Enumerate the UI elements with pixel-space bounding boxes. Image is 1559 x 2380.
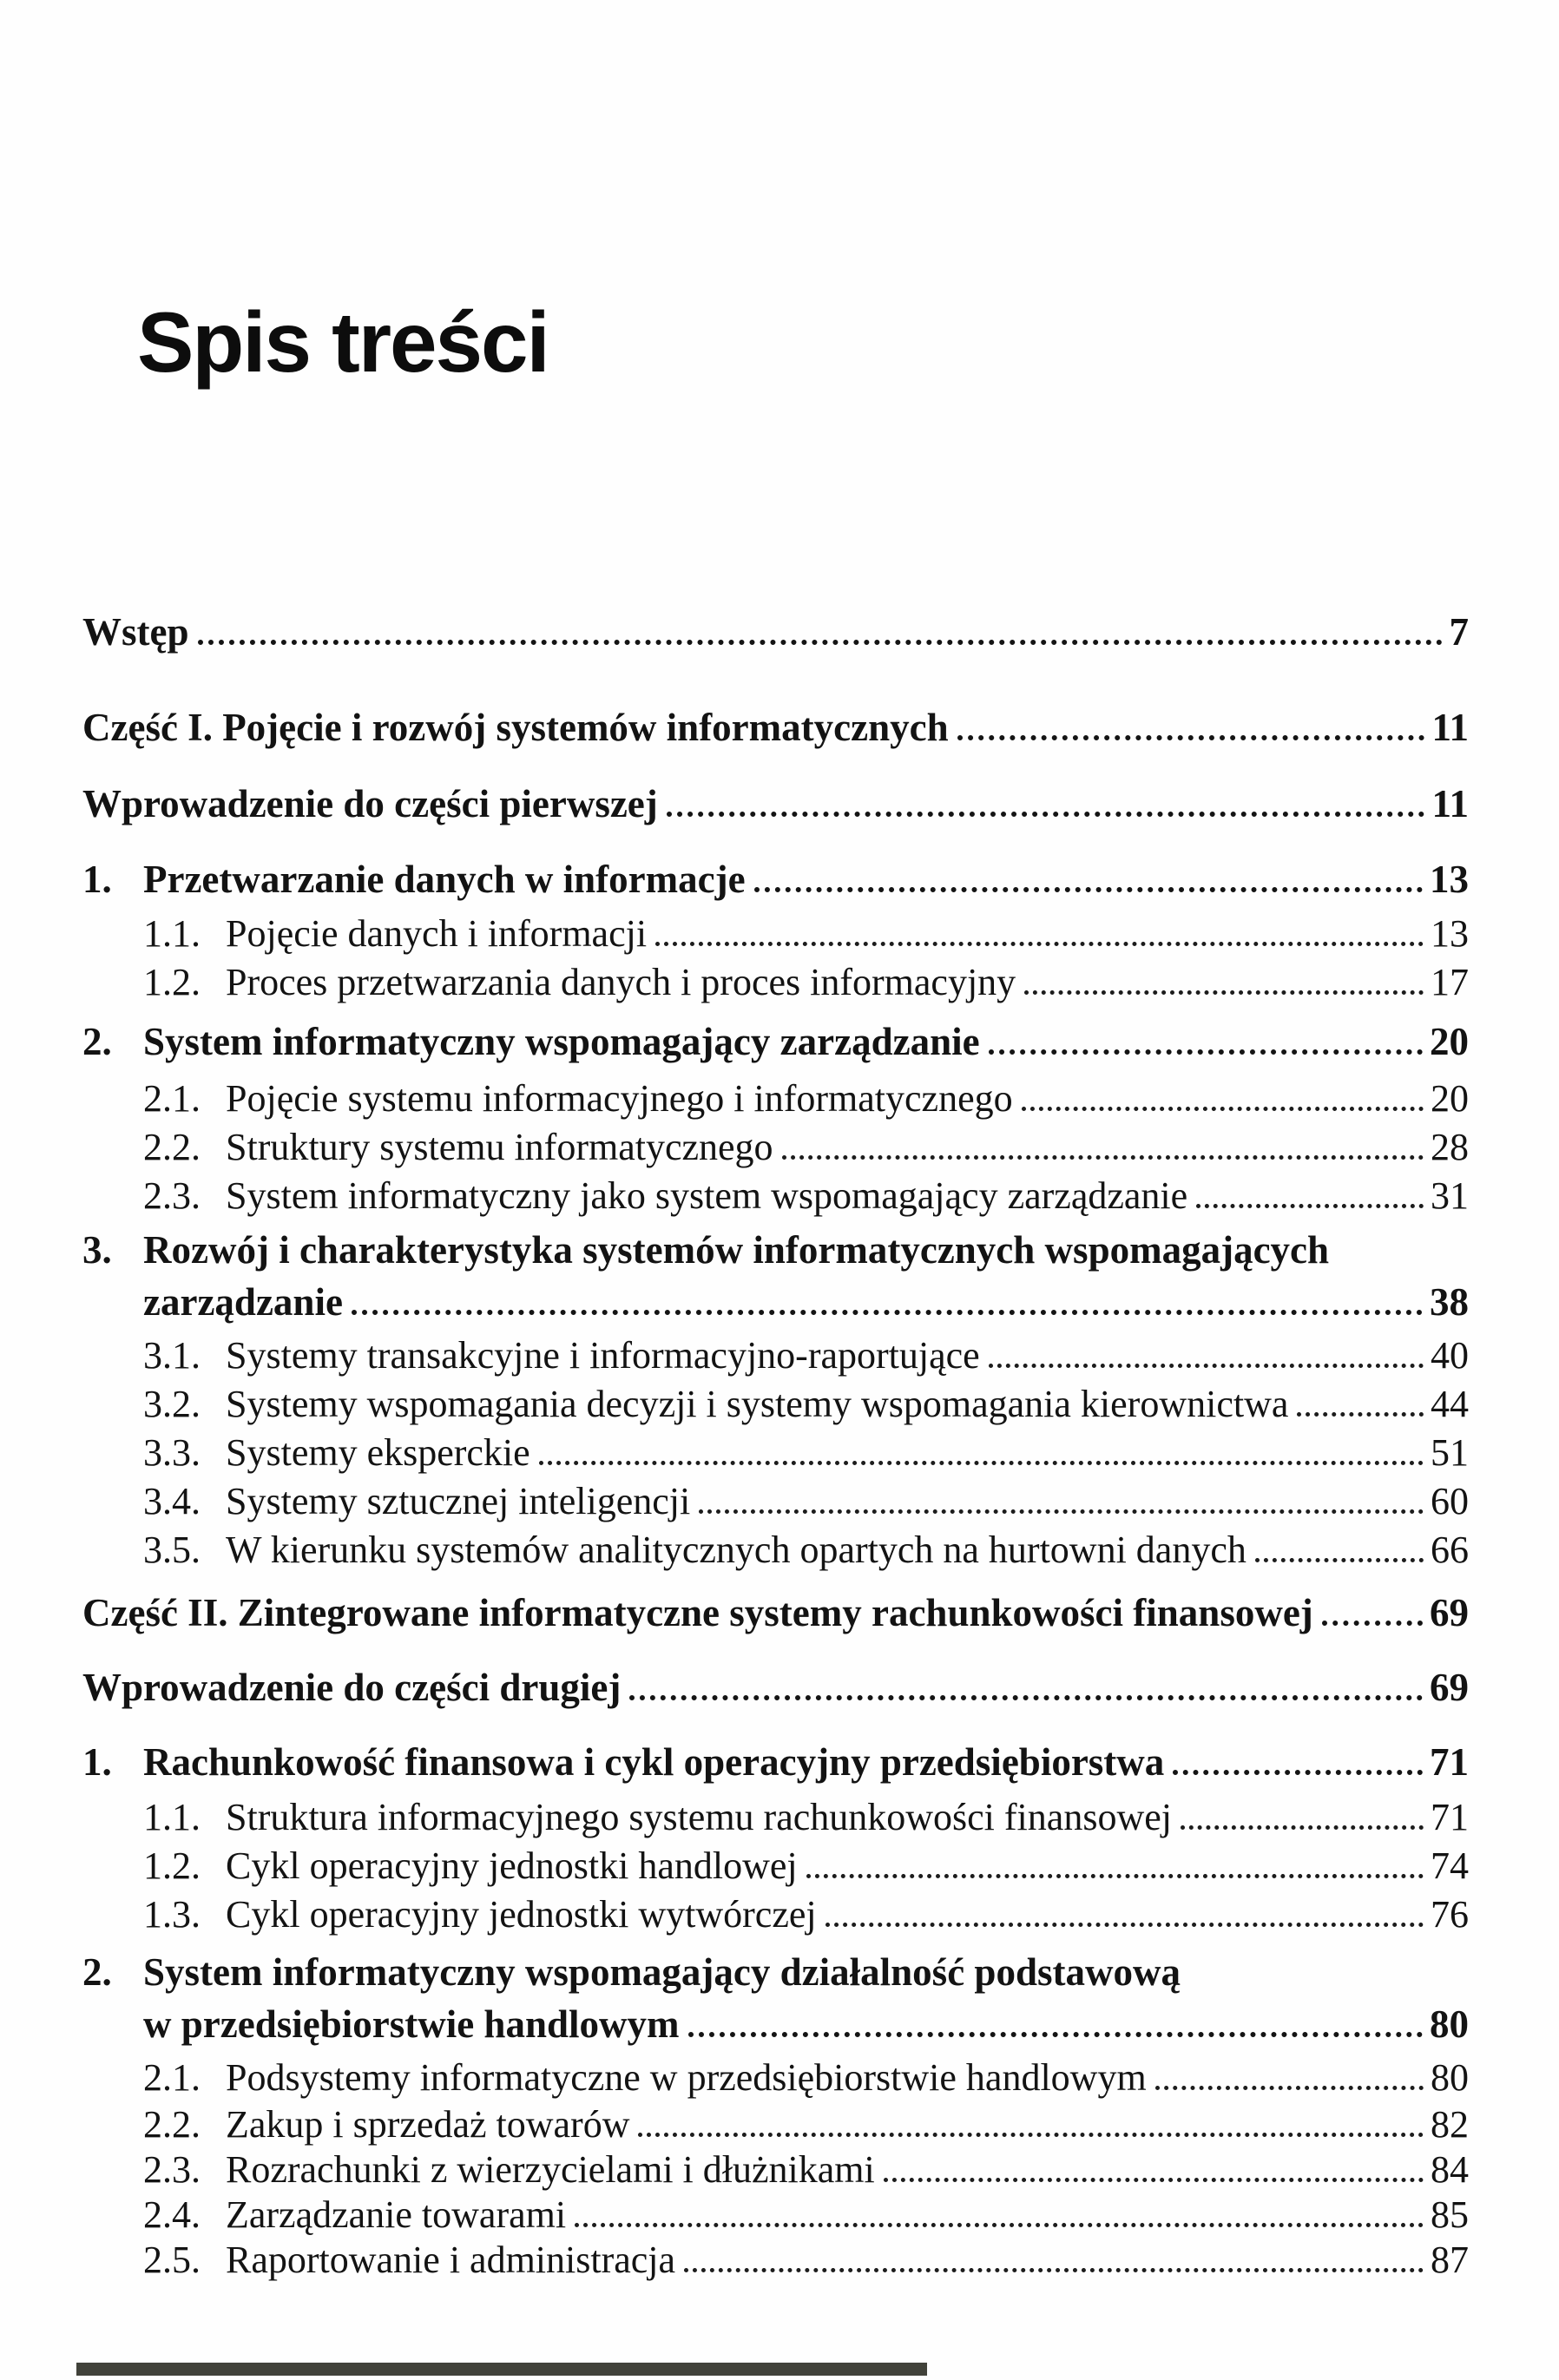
toc-entry bbox=[82, 1588, 1469, 1637]
toc-entry bbox=[82, 1380, 1469, 1429]
dot-leader bbox=[1181, 1825, 1424, 1830]
toc-entry bbox=[82, 2054, 1469, 2102]
dot-leader bbox=[1155, 2086, 1424, 2090]
toc-entry bbox=[82, 855, 1469, 904]
toc-entry-page: 80 bbox=[1430, 2002, 1469, 2046]
toc-entry-number: 1.2. bbox=[143, 1844, 201, 1887]
toc-entry-page: 31 bbox=[1431, 1174, 1469, 1217]
toc-entry-number: 2.1. bbox=[143, 2056, 201, 2099]
toc-entry bbox=[82, 1842, 1469, 1890]
toc-entry-label: Rozrachunki z wierzycielami i dłużnikami bbox=[226, 2148, 875, 2191]
toc-entry-page: 20 bbox=[1430, 1020, 1469, 1063]
toc-entry bbox=[82, 1075, 1469, 1123]
toc-entry-page: 17 bbox=[1431, 961, 1469, 1003]
toc-entry bbox=[82, 1429, 1469, 1477]
toc-entry-page: 7 bbox=[1449, 610, 1469, 654]
dot-leader bbox=[1024, 990, 1424, 995]
toc-entry-number: 2.3. bbox=[143, 2148, 201, 2191]
dot-leader bbox=[884, 2178, 1424, 2182]
toc-entry bbox=[82, 2236, 1469, 2285]
toc-entry bbox=[82, 910, 1469, 958]
toc-entry bbox=[82, 1526, 1469, 1575]
scan-artifact-bar bbox=[76, 2363, 927, 2376]
dot-leader bbox=[352, 1310, 1423, 1315]
dot-leader bbox=[655, 942, 1424, 946]
toc-entry-label: Pojęcie danych i informacji bbox=[226, 912, 648, 955]
toc-entry bbox=[82, 1793, 1469, 1842]
toc-entry-number: 2.1. bbox=[143, 1077, 201, 1120]
dot-leader bbox=[638, 2133, 1424, 2137]
dot-leader bbox=[754, 887, 1423, 892]
dot-leader bbox=[989, 1364, 1424, 1368]
toc-entry-number: 2.3. bbox=[143, 1174, 201, 1217]
toc-entry-number: 3.5. bbox=[143, 1529, 201, 1571]
toc-entry-page: 66 bbox=[1431, 1529, 1469, 1571]
toc-entry-number: 3.2. bbox=[143, 1383, 201, 1425]
dot-leader bbox=[782, 1155, 1424, 1160]
toc-entry bbox=[82, 1663, 1469, 1712]
toc-entry-label: zarządzanie bbox=[143, 1280, 343, 1324]
toc-entry-page: 44 bbox=[1431, 1383, 1469, 1425]
toc-entry-label: Wprowadzenie do części pierwszej bbox=[82, 782, 658, 825]
toc-entry-label: Część I. Pojęcie i rozwój systemów informatycznych bbox=[82, 706, 949, 749]
toc-entry-page: 71 bbox=[1431, 1796, 1469, 1838]
toc-entry-label: Zakup i sprzedaż towarów bbox=[226, 2103, 630, 2146]
dot-leader bbox=[198, 640, 1443, 645]
dot-leader bbox=[575, 2223, 1424, 2227]
dot-leader bbox=[957, 735, 1425, 740]
toc-entry-number: 2.2. bbox=[143, 1126, 201, 1168]
toc-entry bbox=[82, 1948, 1469, 1996]
dot-leader bbox=[806, 1874, 1424, 1878]
toc-entry bbox=[82, 2146, 1469, 2194]
toc-entry-number: 3.4. bbox=[143, 1480, 201, 1522]
toc-entry bbox=[82, 703, 1469, 752]
dot-leader bbox=[684, 2268, 1424, 2272]
toc-entry-label: Część II. Zintegrowane informatyczne systemy rachunkowości finansowej bbox=[82, 1591, 1313, 1634]
toc-entry bbox=[82, 2101, 1469, 2149]
toc-entry-number: 3. bbox=[82, 1228, 112, 1272]
toc-entry-label: Rozwój i charakterystyka systemów informatycznych wspomagających bbox=[143, 1228, 1330, 1272]
toc-entry-page: 69 bbox=[1430, 1666, 1469, 1709]
toc-entry bbox=[82, 1738, 1469, 1786]
page-title: Spis treści bbox=[137, 294, 549, 390]
toc-entry-page: 87 bbox=[1431, 2239, 1469, 2281]
dot-leader bbox=[539, 1461, 1424, 1465]
toc-entry-page: 85 bbox=[1431, 2193, 1469, 2236]
toc-entry-number: 2. bbox=[82, 1020, 112, 1063]
toc-entry-number: 1.1. bbox=[143, 1796, 201, 1838]
toc-entry bbox=[82, 1477, 1469, 1526]
toc-entry-label: Cykl operacyjny jednostki wytwórczej bbox=[226, 1893, 817, 1936]
toc-entry-label: w przedsiębiorstwie handlowym bbox=[143, 2002, 680, 2046]
toc-entry-page: 11 bbox=[1431, 706, 1469, 749]
dot-leader bbox=[1022, 1107, 1424, 1111]
toc-entry-label: Proces przetwarzania danych i proces informacyjny bbox=[226, 961, 1016, 1003]
dot-leader bbox=[1322, 1621, 1423, 1626]
toc-entry-page: 11 bbox=[1431, 782, 1469, 825]
toc-entry bbox=[82, 608, 1469, 656]
toc-entry-label: System informatyczny jako system wspomagający zarządzanie bbox=[226, 1174, 1188, 1217]
toc-entry bbox=[82, 1123, 1469, 1172]
toc-entry-label: Systemy wspomagania decyzji i systemy wspomagania kierownictwa bbox=[226, 1383, 1289, 1425]
toc-entry-label: W kierunku systemów analitycznych opartych na hurtowni danych bbox=[226, 1529, 1247, 1571]
toc-entry-continuation bbox=[82, 1278, 1469, 1326]
toc-entry-label: Zarządzanie towarami bbox=[226, 2193, 567, 2236]
dot-leader bbox=[826, 1923, 1424, 1927]
toc-entry-number: 2. bbox=[82, 1950, 112, 1994]
toc-entry-number: 3.1. bbox=[143, 1334, 201, 1377]
toc-entry-page: 13 bbox=[1430, 858, 1469, 901]
toc-entry-page: 84 bbox=[1431, 2148, 1469, 2191]
toc-entry-page: 60 bbox=[1431, 1480, 1469, 1522]
toc-entry bbox=[82, 1331, 1469, 1380]
toc-entry-page: 38 bbox=[1430, 1280, 1469, 1324]
dot-leader bbox=[1173, 1770, 1423, 1775]
toc-entry-label: Cykl operacyjny jednostki handlowej bbox=[226, 1844, 798, 1887]
toc-entry-page: 69 bbox=[1430, 1591, 1469, 1634]
toc-entry bbox=[82, 1226, 1469, 1274]
toc-entry bbox=[82, 1017, 1469, 1066]
dot-leader bbox=[667, 812, 1425, 817]
toc-entry-label: System informatyczny wspomagający działalność podstawową bbox=[143, 1950, 1181, 1994]
dot-leader bbox=[1255, 1558, 1424, 1562]
toc-entry-number: 1.2. bbox=[143, 961, 201, 1003]
toc-entry-number: 1.1. bbox=[143, 912, 201, 955]
toc-entry-number: 3.3. bbox=[143, 1431, 201, 1474]
toc-entry-label: Systemy transakcyjne i informacyjno-raportujące bbox=[226, 1334, 980, 1377]
toc-entry-page: 40 bbox=[1431, 1334, 1469, 1377]
toc-entry-page: 80 bbox=[1431, 2056, 1469, 2099]
dot-leader bbox=[1196, 1204, 1424, 1208]
toc-entry-page: 20 bbox=[1431, 1077, 1469, 1120]
dot-leader bbox=[1297, 1412, 1424, 1417]
toc-entry-page: 51 bbox=[1431, 1431, 1469, 1474]
toc-entry-label: Pojęcie systemu informacyjnego i informatycznego bbox=[226, 1077, 1013, 1120]
toc-entry-number: 1.3. bbox=[143, 1893, 201, 1936]
toc-entry-label: Systemy sztucznej inteligencji bbox=[226, 1480, 691, 1522]
dot-leader bbox=[629, 1695, 1423, 1700]
toc-entry-page: 28 bbox=[1431, 1126, 1469, 1168]
toc-entry-label: Przetwarzanie danych w informacje bbox=[143, 858, 746, 901]
toc-entry-label: Struktura informacyjnego systemu rachunkowości finansowej bbox=[226, 1796, 1172, 1838]
toc-entry-number: 1. bbox=[82, 858, 112, 901]
toc-entry-page: 71 bbox=[1430, 1740, 1469, 1784]
toc-entry-page: 13 bbox=[1431, 912, 1469, 955]
toc-entry bbox=[82, 1890, 1469, 1939]
toc-entry-label: Systemy eksperckie bbox=[226, 1431, 530, 1474]
toc-entry bbox=[82, 2191, 1469, 2239]
dot-leader bbox=[699, 1509, 1424, 1514]
toc-entry-label: Raportowanie i administracja bbox=[226, 2239, 676, 2281]
toc-entry-number: 1. bbox=[82, 1740, 112, 1784]
toc-entry-continuation bbox=[82, 2000, 1469, 2048]
toc-entry bbox=[82, 958, 1469, 1007]
toc-entry bbox=[82, 1172, 1469, 1220]
toc-entry-label: Rachunkowość finansowa i cykl operacyjny przedsiębiorstwa bbox=[143, 1740, 1165, 1784]
dot-leader bbox=[688, 2032, 1424, 2037]
toc-entry-label: Struktury systemu informatycznego bbox=[226, 1126, 773, 1168]
dot-leader bbox=[989, 1049, 1423, 1055]
toc-entry-label: System informatyczny wspomagający zarządzanie bbox=[143, 1020, 980, 1063]
toc-entry-page: 76 bbox=[1431, 1893, 1469, 1936]
toc-entry bbox=[82, 779, 1469, 828]
toc-entry-label: Wstęp bbox=[82, 610, 189, 654]
toc-entry-label: Podsystemy informatyczne w przedsiębiorstwie handlowym bbox=[226, 2056, 1147, 2099]
toc-entry-page: 82 bbox=[1431, 2103, 1469, 2146]
toc-entry-label: Wprowadzenie do części drugiej bbox=[82, 1666, 622, 1709]
toc-entry-number: 2.5. bbox=[143, 2239, 201, 2281]
toc-entry-page: 74 bbox=[1431, 1844, 1469, 1887]
toc-entry-number: 2.2. bbox=[143, 2103, 201, 2146]
toc-entry-number: 2.4. bbox=[143, 2193, 201, 2236]
